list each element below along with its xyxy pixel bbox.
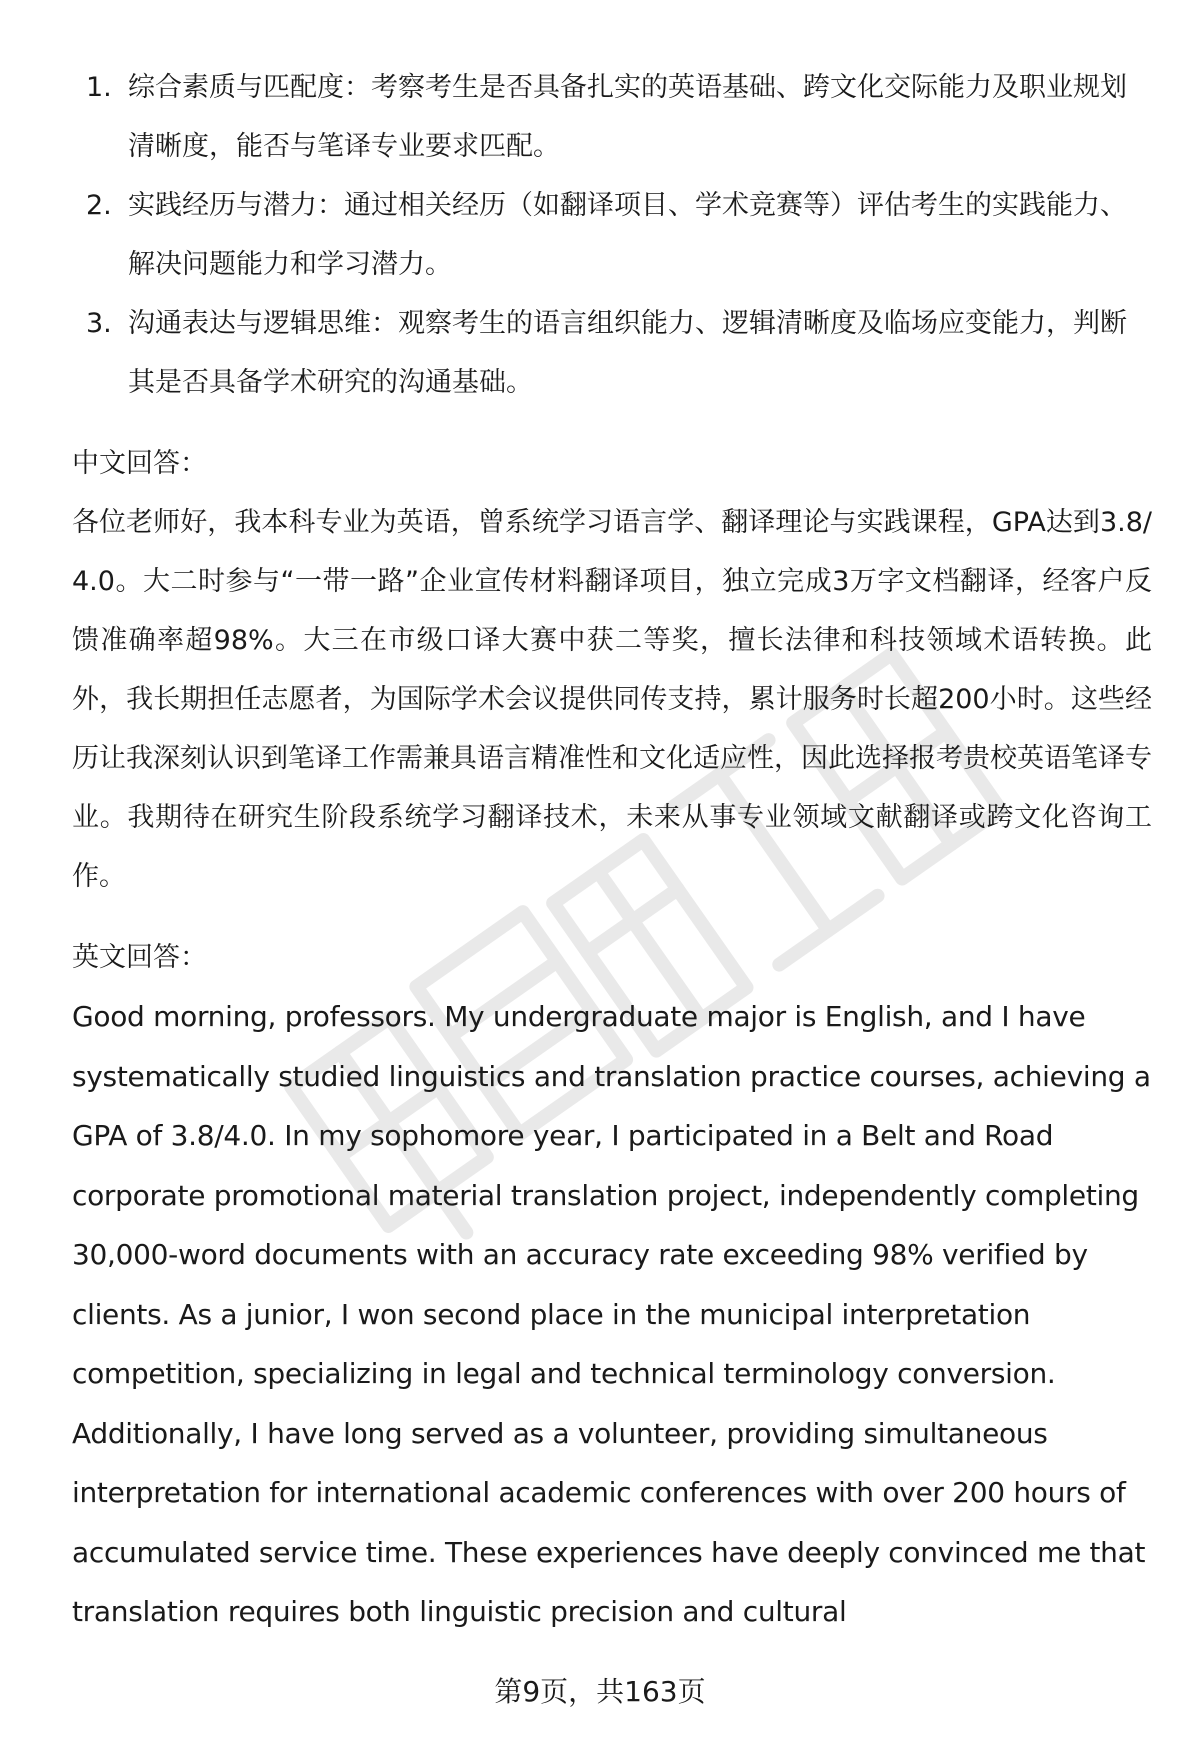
list-item-number: 1. bbox=[86, 72, 112, 103]
english-answer-label: 英文回答： bbox=[72, 942, 207, 973]
list-item-text: 综合素质与匹配度：考察考生是否具备扎实的英语基础、跨文化交际能力及职业规划清晰度，能否与笔译专业要求匹配。 bbox=[128, 72, 1127, 162]
chinese-answer-label: 中文回答： bbox=[72, 448, 207, 479]
list-item-number: 2. bbox=[86, 190, 112, 221]
list-item-text: 沟通表达与逻辑思维：观察考生的语言组织能力、逻辑清晰度及临场应变能力，判断其是否具备学术研究的沟通基础。 bbox=[128, 308, 1127, 398]
english-answer-text: Good morning, professors. My undergraduate major is English, and I have systematically studied linguistics and translation practice courses, achieving a GPA of 3.8/4.0. In my sophomore year, I participated in a Belt and Road corporate promotional material translation project, independently completing 30,000-word documents with an accuracy rate exceeding 98% verified by clients. As a junior, I won second place in the municipal interpretation competition, specializing in legal and technical terminology conversion. Additionally, I have long served as a volunteer, providing simultaneous interpretation for international academic conferences with over 200 hours of accumulated service time. These experiences have deeply convinced me that translation requires both linguistic precision and cultural bbox=[72, 1000, 1151, 1628]
list-item bbox=[72, 294, 1152, 412]
evaluation-criteria-list bbox=[72, 58, 1152, 412]
list-item bbox=[72, 58, 1152, 176]
list-item-text: 实践经历与潜力：通过相关经历（如翻译项目、学术竞赛等）评估考生的实践能力、解决问题能力和学习潜力。 bbox=[128, 190, 1127, 280]
chinese-answer-text: 各位老师好，我本科专业为英语，曾系统学习语言学、翻译理论与实践课程，GPA达到3.8/4.0。大二时参与“一带一路”企业宣传材料翻译项目，独立完成3万字文档翻译，经客户反馈准确率超98%。大三在市级口译大赛中获二等奖，擅长法律和科技领域术语转换。此外，我长期担任志愿者，为国际学术会议提供同传支持，累计服务时长超200小时。这些经历让我深刻认识到笔译工作需兼具语言精准性和文化适应性，因此选择报考贵校英语笔译专业。我期待在研究生阶段系统学习翻译技术，未来从事专业领域文献翻译或跨文化咨询工作。 bbox=[72, 507, 1152, 892]
document-content bbox=[72, 58, 1152, 1642]
list-item bbox=[72, 176, 1152, 294]
page-number-footer: 第9页，共163页 bbox=[494, 1675, 706, 1708]
list-item-number: 3. bbox=[86, 308, 112, 339]
